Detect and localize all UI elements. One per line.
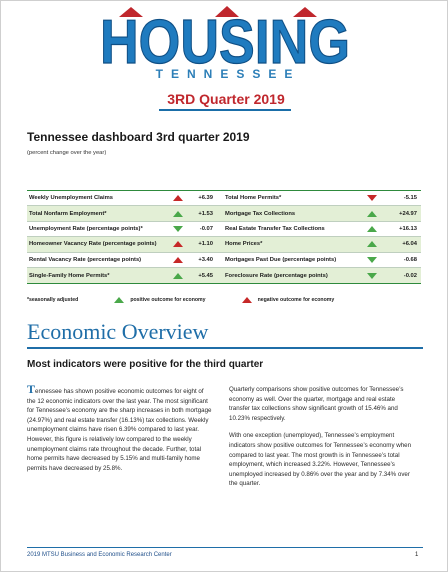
- section-subtitle: Most indicators were positive for the third quarter: [27, 359, 264, 370]
- indicator-label: Home Prices*: [225, 241, 263, 248]
- arrow-down-icon: [367, 257, 377, 263]
- indicator-arrow-cell: [361, 211, 383, 217]
- indicator-arrow-cell: [361, 195, 383, 201]
- left-paragraph-text: ennessee has shown positive economic outcomes for eight of the 12 economic indicators over the last year. The most significant for Tennessee’s economy are the sharp increases in both mortgage (24.97%) and real estate transfer (16.13%) tax collections. Weekly unemployment claims have risen 6.39% compared to last year. However, this figure is relatively low compared to the weekly unemployment claims rate throughout the decade. Further, total home permits have decreased by 5.15% and multi-family home permits have decreased by 25.8%.: [27, 388, 212, 472]
- legend-note: *seasonally adjusted: [27, 297, 79, 303]
- indicator-row: [27, 222, 421, 237]
- indicator-label: Real Estate Transfer Tax Collections: [225, 225, 325, 232]
- arrow-up-icon: [173, 257, 183, 263]
- indicator-row: [27, 191, 421, 206]
- positive-arrow-icon: [114, 297, 124, 303]
- logo-subtitle: TENNESSEE: [155, 67, 301, 81]
- indicator-arrow-cell: [167, 195, 189, 201]
- svg-text:HOUSING: HOUSING: [100, 8, 350, 71]
- right-paragraph-1: Quarterly comparisons show positive outcomes for Tennessee’s economy as well. Over the quarter, mortgage and real estate transfer tax collections show significant growth of 15.46% and 10.23% respectively.: [229, 386, 404, 422]
- indicator-table: [27, 190, 421, 284]
- arrow-up-icon: [173, 211, 183, 217]
- section-title: Economic Overview: [27, 319, 209, 344]
- indicator-arrow-cell: [167, 211, 189, 217]
- indicator-label: Weekly Unemployment Claims: [29, 195, 113, 202]
- legend-positive: positive outcome for economy: [130, 297, 206, 303]
- indicator-value: +6.04: [402, 241, 417, 248]
- arrow-down-icon: [367, 273, 377, 279]
- indicator-row: [27, 253, 421, 268]
- indicator-value: +3.40: [198, 256, 213, 263]
- indicator-row: [27, 237, 421, 252]
- section-divider: [27, 347, 423, 349]
- indicator-label: Total Nonfarm Employment*: [29, 210, 107, 217]
- dashboard-title: Tennessee dashboard 3rd quarter 2019: [27, 130, 250, 144]
- indicator-label: Mortgages Past Due (percentage points): [225, 256, 337, 263]
- indicator-label: Foreclosure Rate (percentage points): [225, 272, 328, 279]
- indicator-row: [27, 206, 421, 221]
- indicator-value: -5.15: [403, 195, 417, 202]
- indicator-arrow-cell: [167, 241, 189, 247]
- indicator-label: Mortgage Tax Collections: [225, 210, 296, 217]
- footer-text: 2019 MTSU Business and Economic Research Center: [27, 552, 172, 558]
- indicator-arrow-cell: [167, 273, 189, 279]
- page-number: 1: [415, 552, 419, 558]
- indicator-arrow-cell: [167, 226, 189, 232]
- dashboard-subtitle: (percent change over the year): [27, 150, 107, 156]
- indicator-row: [27, 268, 421, 283]
- indicator-arrow-cell: [361, 241, 383, 247]
- indicator-label: Unemployment Rate (percentage points)*: [29, 225, 143, 232]
- arrow-up-icon: [367, 241, 377, 247]
- indicator-value: +16.13: [399, 225, 417, 232]
- quarter-label: 3RD Quarter 2019: [167, 91, 285, 107]
- indicator-arrow-cell: [167, 257, 189, 263]
- indicator-label: Homeowner Vacancy Rate (percentage points): [29, 241, 157, 248]
- negative-arrow-icon: [242, 297, 252, 303]
- arrow-down-icon: [367, 195, 377, 201]
- right-column: [229, 385, 415, 497]
- indicator-value: +1.10: [198, 241, 213, 248]
- legend-negative: negative outcome for economy: [257, 297, 335, 303]
- right-paragraph-2: With one exception (unemployed), Tennessee’s employment indicators show positive outcomes for Tennessee’s economy when compared to last year. The most growth is in Tennessee’s total employment, which increased 3.22%. However, Tennessee’s unemployed increased by 0.86% over the year and by 7.34% over the quarter.: [229, 432, 412, 488]
- masthead: [1, 1, 448, 113]
- left-column: [27, 382, 213, 481]
- indicator-label: Rental Vacancy Rate (percentage points): [29, 256, 142, 263]
- indicator-value: -0.68: [403, 256, 417, 263]
- indicator-arrow-cell: [361, 226, 383, 232]
- indicator-arrow-cell: [361, 257, 383, 263]
- housing-logo: [97, 5, 353, 71]
- indicator-value: -0.07: [199, 225, 213, 232]
- indicator-label: Total Home Permits*: [225, 195, 282, 202]
- indicator-value: +6.39: [198, 195, 213, 202]
- indicator-value: +24.97: [399, 210, 417, 217]
- indicator-value: +1.53: [198, 210, 213, 217]
- arrow-up-icon: [367, 226, 377, 232]
- drop-cap: T: [27, 382, 36, 396]
- indicator-label: Single-Family Home Permits*: [29, 272, 110, 279]
- left-paragraph: [27, 382, 213, 473]
- legend: [27, 297, 334, 303]
- quarter-underline: [159, 109, 291, 111]
- indicator-value: -0.02: [403, 272, 417, 279]
- arrow-up-icon: [173, 273, 183, 279]
- footer-divider: [27, 547, 423, 548]
- arrow-up-icon: [173, 241, 183, 247]
- arrow-up-icon: [367, 211, 377, 217]
- indicator-value: +5.45: [198, 272, 213, 279]
- arrow-down-icon: [173, 226, 183, 232]
- arrow-up-icon: [173, 195, 183, 201]
- indicator-arrow-cell: [361, 273, 383, 279]
